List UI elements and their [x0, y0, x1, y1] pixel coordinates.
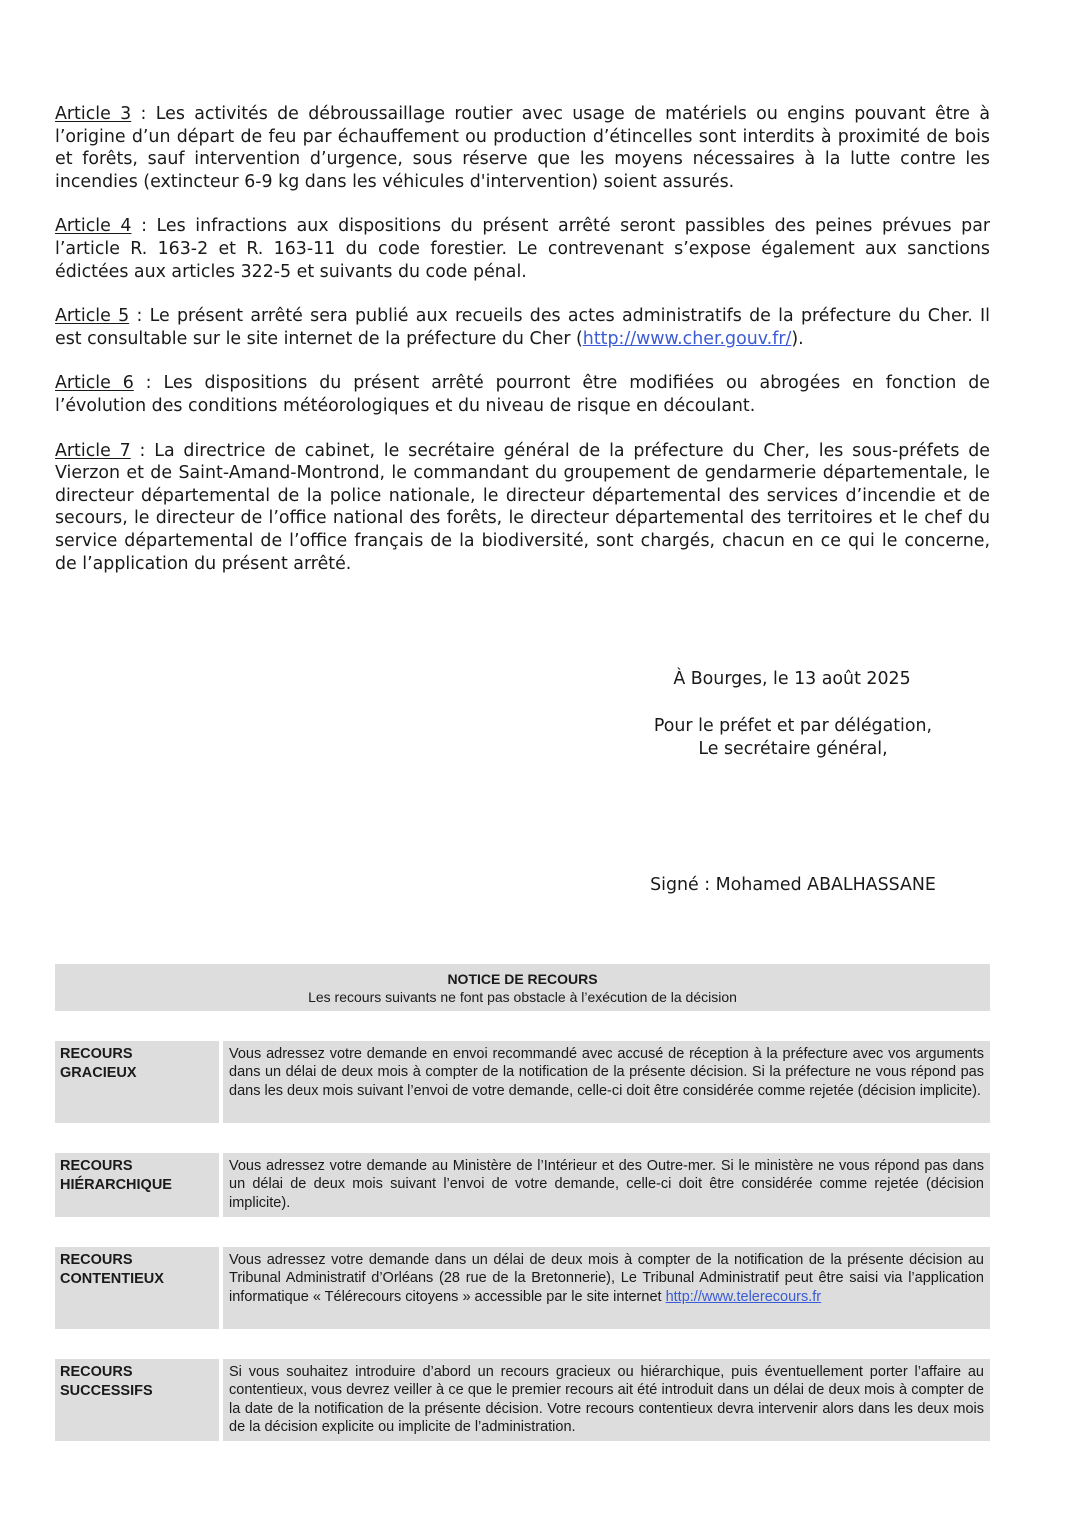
notice-header	[55, 964, 990, 1011]
notice-subtitle: Les recours suivants ne font pas obstacle à l’exécution de la décision	[308, 989, 737, 1005]
article-label: Article 6	[55, 373, 134, 394]
article-text: La directrice de cabinet, le secrétaire général de la préfecture du Cher, les sous-préfets de Vierzon et de Saint-Amand-Montrond, le commandant du groupement de gendarmerie départementale, le directeur départemental de la police nationale, le directeur départemental des services d’incendie et de secours, le directeur de l’office national des forêts, le directeur départemental des territoires et le chef du service départemental de l’office français de la biodiversité, sont chargés, chacun en ce qui le concerne, de l’application du présent arrêté.	[55, 440, 991, 574]
article-4: Article 4 : Les infractions aux dispositions du présent arrêté seront passibles des peines prévues par l’article R. 163-2 et R. 163-11 du code forestier. Le contrevenant s’expose également aux sanctions édictées aux articles 322-5 et suivants du code pénal.	[55, 216, 991, 282]
article-text: Les infractions aux dispositions du présent arrêté seront passibles des peines prévues par l’article R. 163-2 et R. 163-11 du code forestier. Le contrevenant s’expose également aux sanctions édictées aux articles 322-5 et suivants du code pénal.	[55, 216, 991, 282]
recours-label: RECOURS GRACIEUX	[55, 1041, 219, 1123]
signature-role: Le secrétaire général,	[698, 738, 888, 759]
article-text: Les dispositions du présent arrêté pourront être modifiées ou abrogées en fonction de l’évolution des conditions météorologiques et du niveau de risque en découlant.	[55, 373, 990, 416]
recours-label: RECOURS SUCCESSIFS	[55, 1359, 219, 1441]
signature-name: Signé : Mohamed ABALHASSANE	[650, 875, 936, 895]
article-7: Article 7 : La directrice de cabinet, le secrétaire général de la préfecture du Cher, les sous-préfets de Vierzon et de Saint-Amand-Montrond, le commandant du groupement de gendarmerie départementale, le directeur départemental de la police nationale, le directeur départemental des services d’incendie et de secours, le directeur de l’office national des forêts, le directeur départemental des territoires et le chef du service départemental de l’office français de la biodiversité, sont chargés, chacun en ce qui le concerne, de l’application du présent arrêté.	[55, 440, 991, 574]
recours-successifs-row	[55, 1359, 990, 1441]
telerecours-link[interactable]: http://www.telerecours.fr	[665, 1288, 822, 1305]
article-5: Article 5 : Le présent arrêté sera publié aux recueils des actes administratifs de la préfecture du Cher. Il est consultable sur le site internet de la préfecture du Cher (http://www.cher.gouv.fr/).	[55, 306, 990, 349]
article-label: Article 7	[55, 440, 131, 461]
notice-title: NOTICE DE RECOURS	[447, 971, 598, 987]
recours-text: Si vous souhaitez introduire d’abord un recours gracieux ou hiérarchique, puis éventuellement porter l’affaire au contentieux, vous devrez veiller à ce que le premier recours ait été introduit dans un délai de deux mois à compter de la date de la notification de la présente décision. Votre recours contentieux devra intervenir alors dans les deux mois de la décision explicite ou implicite de l’administration.	[223, 1359, 990, 1441]
signature-date: À Bourges, le 13 août 2025	[673, 669, 911, 689]
article-label: Article 5	[55, 306, 130, 327]
recours-label: RECOURS CONTENTIEUX	[55, 1247, 219, 1329]
recours-label: RECOURS HIÉRARCHIQUE	[55, 1153, 219, 1217]
prefecture-website-link[interactable]: http://www.cher.gouv.fr/	[582, 328, 792, 349]
recours-gracieux-row	[55, 1041, 990, 1123]
article-label: Article 3	[55, 104, 132, 124]
article-3: Article 3 : Les activités de débroussaillage routier avec usage de matériels ou engins pouvant être à l’origine d’un départ de feu par échauffement ou production d’étincelles sont interdits à proximité de bois et forêts, sauf intervention d’urgence, sous réserve que les moyens nécessaires à la lutte contre les incendies (extincteur 6-9 kg dans les véhicules d'intervention) soient assurés.	[55, 104, 991, 192]
recours-text: Vous adressez votre demande en envoi recommandé avec accusé de réception à la préfecture avec vos arguments dans un délai de deux mois à compter de la notification de la présente décision. Si la préfecture ne vous répond pas dans les deux mois suivant l’envoi de votre demande, celle-ci doit être considérée comme rejetée (décision implicite).	[223, 1041, 990, 1123]
articles-section	[55, 103, 990, 597]
recours-text: Vous adressez votre demande dans un délai de deux mois à compter de la notification de la présente décision au Tribunal Administratif d’Orléans (28 rue de la Bretonnerie), Le Tribunal Administratif peut être saisi via l’application informatique « Télérecours citoyens » accessible par le site internet http://www.telerecours.fr	[223, 1247, 990, 1329]
article-6: Article 6 : Les dispositions du présent arrêté pourront être modifiées ou abrogées en fonction de l’évolution des conditions météorologiques et du niveau de risque en découlant.	[55, 373, 990, 416]
article-text: Les activités de débroussaillage routier avec usage de matériels ou engins pouvant être à l’origine d’un départ de feu par échauffement ou production d’étincelles sont interdits à proximité de bois et forêts, sauf intervention d’urgence, sous réserve que les moyens nécessaires à la lutte contre les incendies (extincteur 6-9 kg dans les véhicules d'intervention) soient assurés.	[55, 104, 991, 192]
article-label: Article 4	[55, 216, 132, 237]
recours-contentieux-row	[55, 1247, 990, 1329]
recours-hierarchique-row	[55, 1153, 990, 1217]
recours-text: Vous adressez votre demande au Ministère de l’Intérieur et des Outre-mer. Si le ministère ne vous répond pas dans un délai de deux mois suivant l’envoi de votre demande, celle-ci doit être considérée comme rejetée (décision implicite).	[223, 1153, 990, 1217]
article-text: Le présent arrêté sera publié aux recueils des actes administratifs de la préfecture du Cher. Il est consultable sur le site internet de la préfecture du Cher (	[55, 306, 990, 349]
signature-role-block	[593, 715, 993, 760]
signature-delegation: Pour le préfet et par délégation,	[653, 716, 933, 736]
